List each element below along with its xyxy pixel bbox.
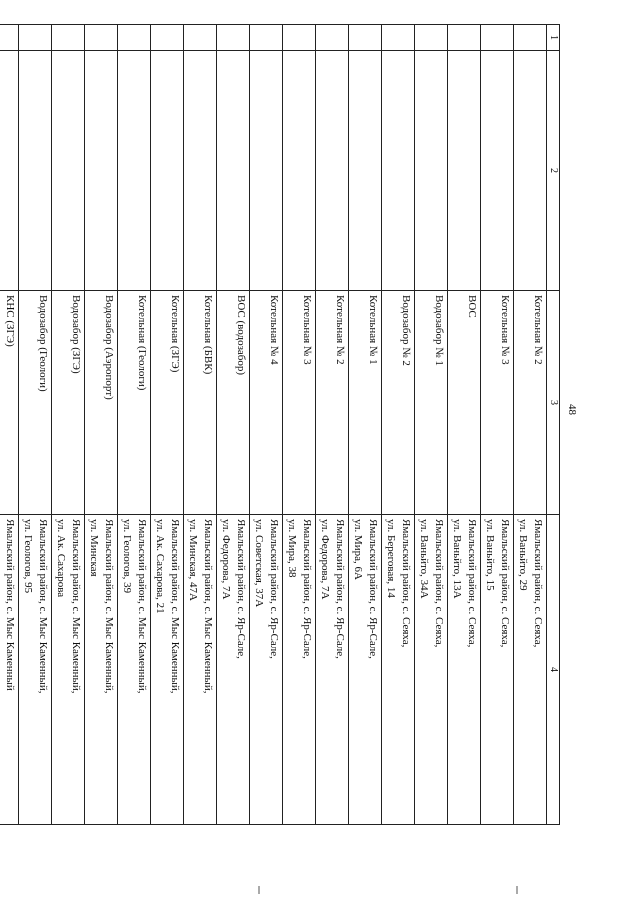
facility-table (0, 24, 560, 825)
facility-address (415, 515, 448, 825)
cell-col1 (184, 25, 217, 51)
table-row (184, 25, 217, 825)
cell-col2 (217, 51, 250, 291)
address-line: Ямальский район, с. Сеяха, (532, 519, 544, 648)
address-line: Ямальский район, с. Мыс Каменный, (202, 519, 214, 694)
address-line: ул. Федорова, 7А (220, 519, 232, 600)
table-row (85, 25, 118, 825)
scan-mark (258, 886, 260, 894)
facility-address (448, 515, 481, 825)
address-line: Ямальский район, с. Яр-Сале, (268, 519, 280, 659)
cell-col1 (52, 25, 85, 51)
cell-col2 (481, 51, 514, 291)
cell-col2 (514, 51, 547, 291)
address-line: ул. Ваньйто, 29 (517, 519, 529, 591)
page-number: 48 (566, 404, 578, 415)
facility-address (283, 515, 316, 825)
facility-address (118, 515, 151, 825)
cell-col2 (448, 51, 481, 291)
address-line: ул. Мира, 6А (352, 519, 364, 580)
facility-address (217, 515, 250, 825)
cell-col2 (118, 51, 151, 291)
address-line: Ямальский район, с. Сеяха, (400, 519, 412, 648)
facility-address (250, 515, 283, 825)
facility-name: Котельная (БВК) (184, 291, 217, 515)
table-header-row (547, 25, 560, 825)
cell-col1 (118, 25, 151, 51)
cell-col1 (19, 25, 52, 51)
cell-col2 (250, 51, 283, 291)
column-header: 3 (547, 291, 560, 515)
table-row (151, 25, 184, 825)
facility-name: ВОС (водозабор) (217, 291, 250, 515)
facility-address (481, 515, 514, 825)
cell-col1 (85, 25, 118, 51)
column-header: 1 (547, 25, 560, 51)
table-row (316, 25, 349, 825)
address-line: Ямальский район, с. Сеяха, (499, 519, 511, 648)
address-line: ул. Минская (88, 519, 100, 577)
address-line: ул. Минская, 47А (187, 519, 199, 602)
address-line: Ямальский район, с. Сеяха, (466, 519, 478, 648)
table-row (349, 25, 382, 825)
cell-col1 (283, 25, 316, 51)
cell-col1 (349, 25, 382, 51)
facility-name: Водозабор № 1 (415, 291, 448, 515)
address-line: ул. Мира, 38 (286, 519, 298, 578)
cell-col2 (19, 51, 52, 291)
cell-col2 (316, 51, 349, 291)
table-row (481, 25, 514, 825)
table-row (52, 25, 85, 825)
facility-name: Котельная № 1 (349, 291, 382, 515)
address-line: ул. Ак. Сахарова, 21 (154, 519, 166, 614)
facility-address (514, 515, 547, 825)
facility-address (19, 515, 52, 825)
table-row (415, 25, 448, 825)
address-line: Ямальский район, с. Яр-Сале, (235, 519, 247, 659)
facility-name: КНС (ЗГЭ) (0, 291, 19, 515)
cell-col1 (151, 25, 184, 51)
facility-address (0, 515, 19, 825)
facility-name: ВОС (448, 291, 481, 515)
facility-address (151, 515, 184, 825)
cell-col2 (415, 51, 448, 291)
facility-address (184, 515, 217, 825)
cell-col1 (514, 25, 547, 51)
address-line: ул. Геологов, 39 (121, 519, 133, 594)
cell-col1 (316, 25, 349, 51)
table-row (217, 25, 250, 825)
table-row (0, 25, 19, 825)
table-row (118, 25, 151, 825)
cell-col1 (0, 25, 19, 51)
facility-address (85, 515, 118, 825)
table-row (514, 25, 547, 825)
address-line: ул. Ваньйто, 13А (451, 519, 463, 599)
cell-col2 (184, 51, 217, 291)
address-line: ул. Ваньйто, 15 (484, 519, 496, 591)
address-line: ул. Геологов, 95 (22, 519, 34, 594)
cell-col2 (0, 51, 19, 291)
facility-address (52, 515, 85, 825)
column-header: 2 (547, 51, 560, 291)
address-line: Ямальский район, с. Мыс Каменный, (169, 519, 181, 694)
facility-name: Водозабор (Геологи) (19, 291, 52, 515)
scan-mark (516, 886, 518, 894)
cell-col2 (52, 51, 85, 291)
facility-name: Водозабор (Аэропорт) (85, 291, 118, 515)
address-line: ул. Советская, 37А (253, 519, 265, 608)
address-line: Ямальский район, с. Мыс Каменный, (103, 519, 115, 694)
address-line: ул. Береговая, 14 (385, 519, 397, 598)
address-line: ул. Ваньйто, 34А (418, 519, 430, 599)
facility-address (382, 515, 415, 825)
cell-col1 (217, 25, 250, 51)
cell-col1 (481, 25, 514, 51)
cell-col2 (349, 51, 382, 291)
address-line: Ямальский район, с. Яр-Сале, (334, 519, 346, 659)
facility-name: Водозабор (ЗГЭ) (52, 291, 85, 515)
table-row (19, 25, 52, 825)
column-header: 4 (547, 515, 560, 825)
facility-name: Котельная № 2 (514, 291, 547, 515)
table-row (250, 25, 283, 825)
facility-address (349, 515, 382, 825)
address-line: Ямальский район, с. Мыс Каменный (4, 519, 16, 691)
cell-col1 (382, 25, 415, 51)
cell-col1 (415, 25, 448, 51)
address-line: Ямальский район, с. Мыс Каменный, (70, 519, 82, 694)
cell-col2 (382, 51, 415, 291)
facility-address (316, 515, 349, 825)
cell-col1 (448, 25, 481, 51)
table-row (382, 25, 415, 825)
address-line: Ямальский район, с. Яр-Сале, (301, 519, 313, 659)
facility-name: Котельная № 4 (250, 291, 283, 515)
cell-col1 (250, 25, 283, 51)
table-row (283, 25, 316, 825)
cell-col2 (151, 51, 184, 291)
facility-name: Котельная (ЗГЭ) (151, 291, 184, 515)
address-line: ул. Федорова, 7А (319, 519, 331, 600)
address-line: ул. Ак. Сахарова (55, 519, 67, 598)
facility-name: Котельная № 3 (481, 291, 514, 515)
facility-name: Котельная № 3 (283, 291, 316, 515)
rotated-content (4, 24, 580, 824)
cell-col2 (85, 51, 118, 291)
address-line: Ямальский район, с. Мыс Каменный, (136, 519, 148, 694)
address-line: Ямальский район, с. Мыс Каменный, (37, 519, 49, 694)
facility-name: Котельная (Геологи) (118, 291, 151, 515)
facility-name: Водозабор № 2 (382, 291, 415, 515)
table-row (448, 25, 481, 825)
cell-col2 (283, 51, 316, 291)
address-line: Ямальский район, с. Сеяха, (433, 519, 445, 648)
facility-name: Котельная № 2 (316, 291, 349, 515)
address-line: Ямальский район, с. Яр-Сале, (367, 519, 379, 659)
